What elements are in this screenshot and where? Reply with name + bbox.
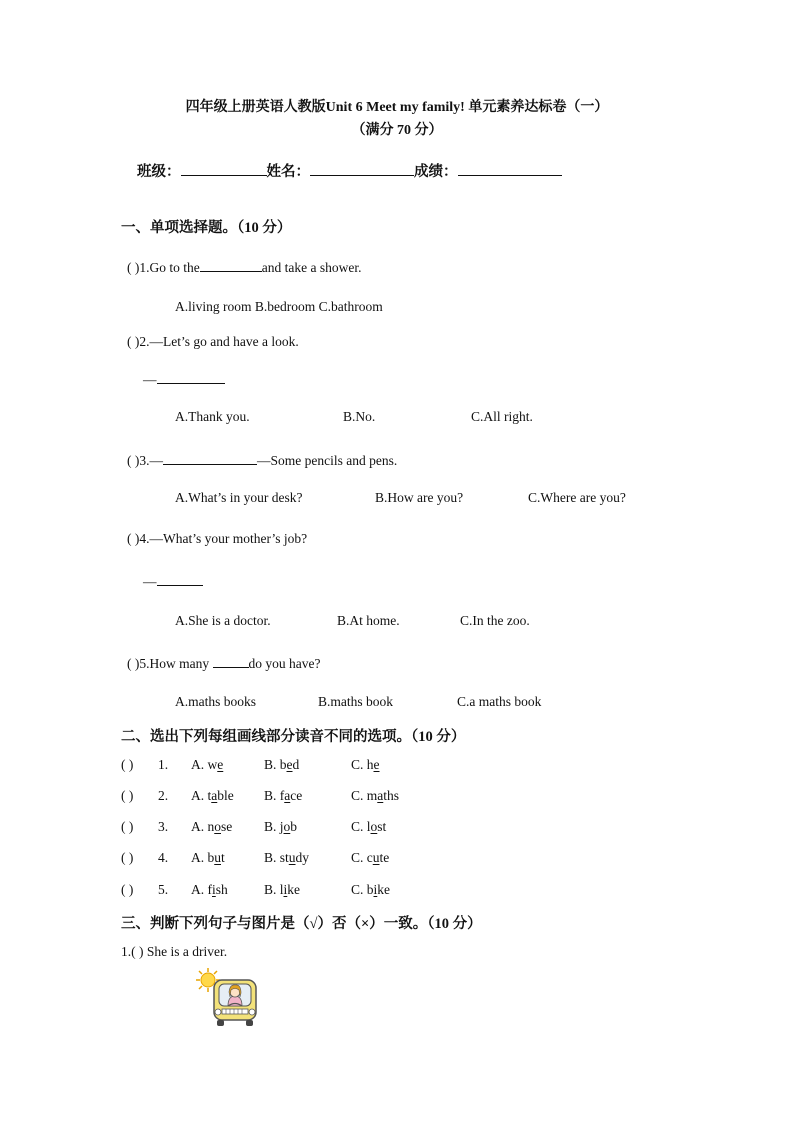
answer-paren[interactable]: ( ) — [127, 260, 140, 275]
option-a: A. nose — [191, 819, 233, 834]
question-number: 4. — [158, 850, 169, 865]
option-a: A. fish — [191, 882, 228, 897]
s1-q3-option-a: A.What’s in your desk? — [175, 490, 303, 505]
s1-q2-option-c: C.All right. — [471, 409, 533, 424]
fill-blank[interactable] — [213, 654, 249, 668]
answer-paren[interactable]: ( ) — [121, 819, 134, 834]
section1-heading: 一、单项选择题。（10 分） — [121, 220, 292, 236]
option-c: C. he — [351, 757, 380, 772]
answer-paren[interactable]: ( ) — [121, 882, 134, 897]
underlined-letter: u — [214, 850, 221, 865]
class-field[interactable] — [181, 162, 267, 176]
section3-heading: 三、判断下列句子与图片是（√）否（×）一致。（10 分） — [121, 916, 482, 932]
option-b: B. job — [264, 819, 298, 834]
answer-paren[interactable]: ( ) — [127, 334, 140, 349]
option-b: B. face — [264, 788, 303, 803]
name-label: 姓名： — [266, 164, 310, 180]
option-b: B. bed — [264, 757, 300, 772]
answer-paren[interactable]: ( ) — [127, 656, 140, 671]
s1-q2-option-a: A.Thank you. — [175, 409, 250, 424]
s1-q2-answer-line: — — [143, 370, 225, 388]
underlined-letter: a — [211, 788, 218, 803]
answer-paren[interactable]: ( ) — [131, 944, 144, 959]
underlined-letter: e — [286, 757, 293, 772]
fill-blank[interactable] — [163, 451, 257, 465]
s1-q2-option-b: B.No. — [343, 409, 376, 424]
underlined-letter: o — [370, 819, 378, 834]
underlined-letter: a — [284, 788, 291, 803]
question-number: 2. — [158, 788, 169, 803]
option-c: C. lost — [351, 819, 387, 834]
s1-q4-option-b: B.At home. — [337, 613, 400, 628]
option-c: C. bike — [351, 882, 391, 897]
s1-q3-option-c: C.Where are you? — [528, 490, 626, 505]
answer-paren[interactable]: ( ) — [121, 788, 134, 803]
question-number: 3. — [158, 819, 169, 834]
s1-q3: ( )3.— —Some pencils and pens. — [127, 453, 398, 468]
s1-q5-option-a: A.maths books — [175, 694, 256, 709]
option-b: B. study — [264, 850, 310, 865]
option-a: A. table — [191, 788, 234, 803]
underlined-letter: e — [373, 757, 380, 772]
underlined-letter: e — [217, 757, 224, 772]
name-field[interactable] — [310, 162, 414, 176]
s1-q4-option-c: C.In the zoo. — [460, 613, 530, 628]
underlined-letter: o — [283, 819, 291, 834]
s1-q5-option-b: B.maths book — [318, 694, 394, 709]
s1-q4: ( )4.—What’s your mother’s job? — [127, 531, 308, 546]
answer-paren[interactable]: ( ) — [121, 850, 134, 865]
fill-blank[interactable] — [157, 572, 203, 586]
underlined-letter: i — [212, 882, 216, 897]
option-a: A. but — [191, 850, 225, 865]
s3-q1: 1.( ) She is a driver. — [121, 944, 228, 959]
s1-q3-option-b: B.How are you? — [375, 490, 464, 505]
score-field[interactable] — [458, 162, 562, 176]
score-label: 成绩： — [414, 164, 458, 180]
s1-q5: ( )5.How many do you have? — [127, 656, 321, 671]
option-c: C. maths — [351, 788, 400, 803]
s1-q4-option-a: A.She is a doctor. — [175, 613, 271, 628]
fill-blank[interactable] — [200, 258, 262, 272]
class-label: 班级： — [137, 164, 181, 180]
page-title: 四年级上册英语人教版Unit 6 Meet my family! 单元素养达标卷（一） — [185, 100, 609, 115]
underlined-letter: u — [372, 850, 380, 865]
page-subtitle: （满分 70 分） — [351, 123, 443, 138]
answer-paren[interactable]: ( ) — [121, 757, 134, 772]
option-b: B. like — [264, 882, 301, 897]
underlined-letter: i — [283, 882, 288, 897]
fill-blank[interactable] — [157, 370, 225, 384]
option-a: A. we — [191, 757, 224, 772]
option-c: C. cute — [351, 850, 390, 865]
info-line — [137, 160, 562, 181]
question-number: 5. — [158, 882, 169, 897]
s1-q1-options: A.living room B.bedroom C.bathroom — [175, 299, 383, 314]
underlined-letter: a — [377, 788, 384, 803]
section2-heading: 二、选出下列每组画线部分读音不同的选项。（10 分） — [121, 729, 466, 745]
bus-driver-illustration — [194, 966, 262, 1028]
answer-paren[interactable]: ( ) — [127, 453, 140, 468]
underlined-letter: u — [288, 850, 296, 865]
answer-paren[interactable]: ( ) — [127, 531, 140, 546]
s1-q2: ( )2.—Let’s go and have a look. — [127, 334, 299, 349]
underlined-letter: i — [373, 882, 378, 897]
s1-q1: ( )1.Go to the and take a shower. — [127, 260, 362, 275]
s1-q4-answer-line: — — [143, 572, 203, 590]
question-number: 1. — [158, 757, 169, 772]
underlined-letter: o — [214, 819, 221, 834]
s1-q5-option-c: C.a maths book — [457, 694, 542, 709]
